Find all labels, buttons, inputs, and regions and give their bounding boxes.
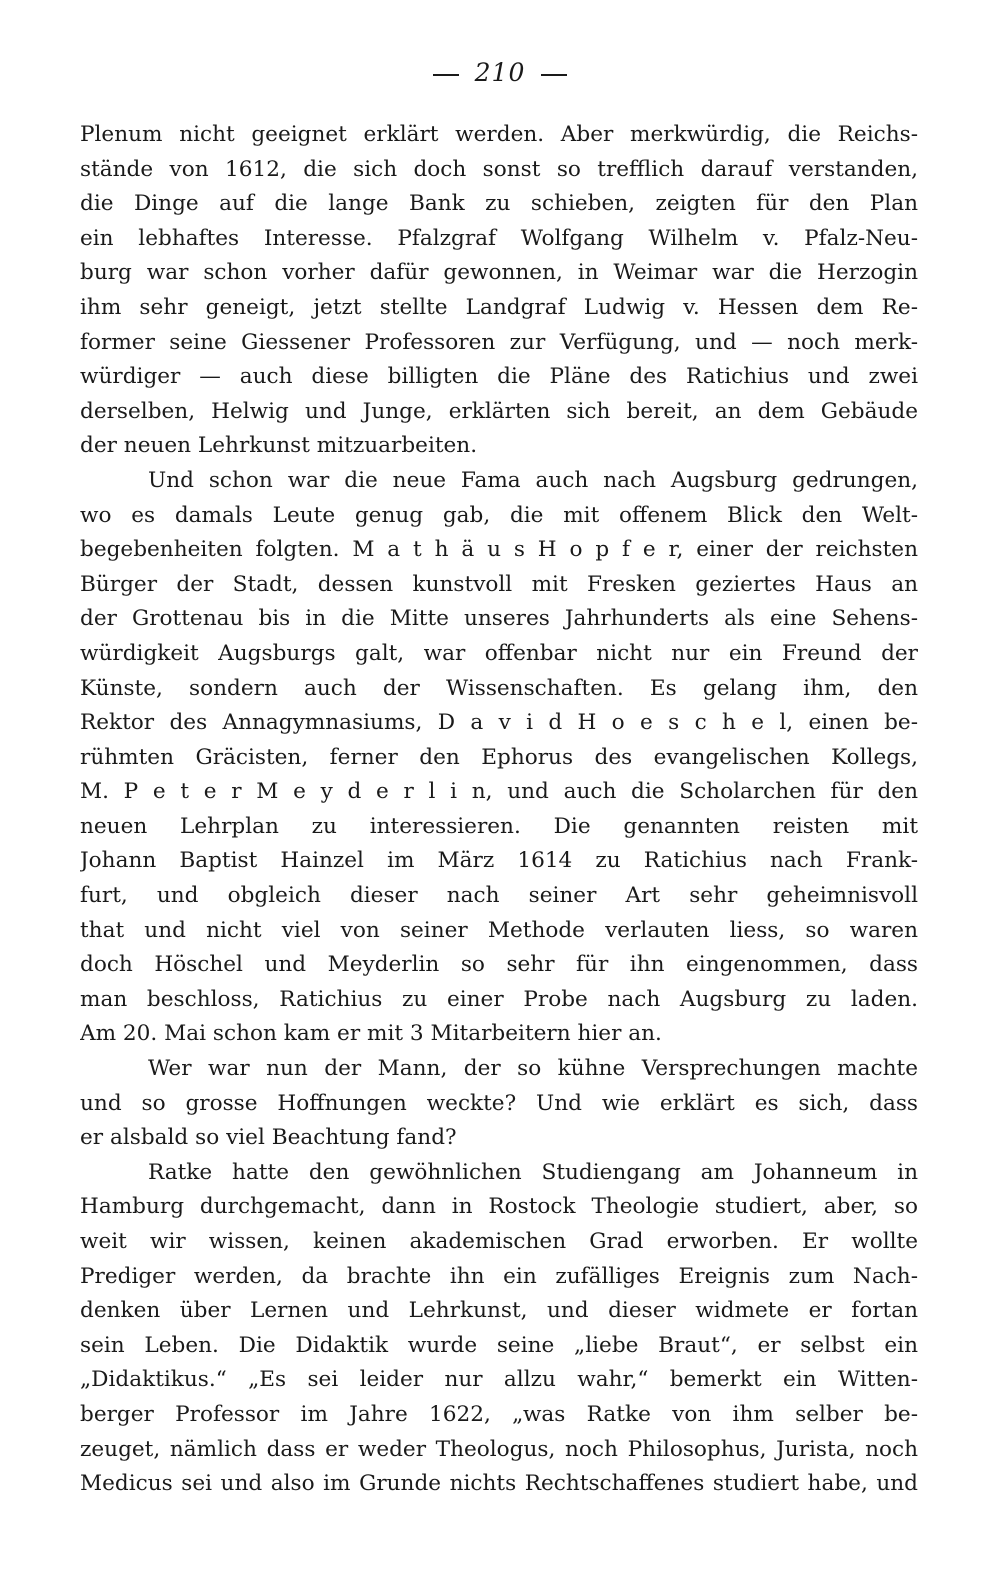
left-dash — [433, 74, 459, 76]
text-line: ein lebhaftes Interesse. Pfalzgraf Wolfgang Wilhelm v. Pfalz-Neu- — [80, 225, 918, 251]
text-line: Rektor des Annagymnasiums, D a v i d H o e s c h e l, einen be- — [80, 710, 918, 736]
text-line: weit wir wissen, keinen akademischen Grad erworben. Er wollte — [80, 1229, 918, 1254]
text-line: derselben, Helwig und Junge, erklärten sich bereit, an dem Gebäude — [80, 398, 918, 424]
text-line: die Dinge auf die lange Bank zu schieben, zeigten für den Plan — [80, 191, 918, 217]
right-dash — [541, 74, 567, 76]
text-line: er alsbald so viel Beachtung fand? — [80, 1125, 457, 1151]
text-line: Johann Baptist Hainzel im März 1614 zu Ratichius nach Frank- — [80, 848, 918, 874]
text-line: Ratke hatte den gewöhnlichen Studiengang am Johanneum in — [148, 1159, 918, 1185]
text-line: und so grosse Hoffnungen weckte? Und wie erklärt es sich, dass — [80, 1090, 918, 1116]
text-line: der neuen Lehrkunst mitzuarbeiten. — [80, 433, 478, 459]
text-line: Und schon war die neue Fama auch nach Augsburg gedrungen, — [148, 467, 918, 493]
text-line: berger Professor im Jahre 1622, „was Ratke von ihm selber be- — [80, 1401, 918, 1427]
text-line: burg war schon vorher dafür gewonnen, in Weimar war die Herzogin — [80, 260, 918, 286]
text-line: wo es damals Leute genug gab, die mit offenem Blick den Welt- — [80, 502, 918, 528]
text-line: „Didaktikus.“ „Es sei leider nur allzu wahr,“ bemerkt ein Witten- — [80, 1367, 918, 1393]
text-line: Bürger der Stadt, dessen kunstvoll mit Fresken geziertes Haus an — [80, 571, 918, 597]
text-line: M. P e t e r M e y d e r l i n, und auch die Scholarchen für den — [80, 779, 918, 805]
text-line: Medicus sei und also im Grunde nichts Rechtschaffenes studiert habe, und — [80, 1471, 918, 1497]
text-line: Am 20. Mai schon kam er mit 3 Mitarbeitern hier an. — [80, 1021, 662, 1047]
text-line: doch Höschel und Meyderlin so sehr für ihn eingenommen, dass — [80, 952, 918, 978]
text-line: Plenum nicht geeignet erklärt werden. Aber merkwürdig, die Reichs- — [80, 122, 918, 147]
text-line: würdigkeit Augsburgs galt, war offenbar nicht nur ein Freund der — [80, 640, 918, 666]
text-line: würdiger — auch diese billigten die Pläne des Ratichius und zwei — [80, 364, 918, 390]
text-line: zeuget, nämlich dass er weder Theologus, noch Philosophus, Jurista, noch — [80, 1436, 918, 1462]
body-text — [80, 118, 918, 1502]
text-line: Künste, sondern auch der Wissenschaften. Es gelang ihm, den — [80, 675, 918, 701]
page-number: 210 — [474, 58, 526, 87]
text-line: rühmten Gräcisten, ferner den Ephorus des evangelischen Kollegs, — [80, 744, 918, 770]
text-line: furt, und obgleich dieser nach seiner Art sehr geheimnisvoll — [80, 883, 918, 909]
text-line: der Grottenau bis in die Mitte unseres Jahrhunderts als eine Sehens- — [80, 606, 918, 632]
text-line: begebenheiten folgten. M a t h ä u s H o p f e r, einer der reichsten — [80, 537, 918, 563]
text-line: Hamburg durchgemacht, dann in Rostock Theologie studiert, aber, so — [80, 1194, 918, 1220]
text-line: neuen Lehrplan zu interessieren. Die genannten reisten mit — [80, 813, 918, 839]
text-line: sein Leben. Die Didaktik wurde seine „liebe Braut“, er selbst ein — [80, 1332, 918, 1358]
text-line: stände von 1612, die sich doch sonst so trefflich darauf verstanden, — [80, 156, 918, 182]
text-line: that und nicht viel von seiner Methode verlauten liess, so waren — [80, 917, 918, 943]
text-line: Wer war nun der Mann, der so kühne Versprechungen machte — [148, 1056, 918, 1082]
text-line: ihm sehr geneigt, jetzt stellte Landgraf Ludwig v. Hessen dem Re- — [80, 294, 918, 320]
text-line: Prediger werden, da brachte ihn ein zufälliges Ereignis zum Nach- — [80, 1263, 918, 1289]
text-line: man beschloss, Ratichius zu einer Probe nach Augsburg zu laden. — [80, 986, 918, 1012]
text-line: denken über Lernen und Lehrkunst, und dieser widmete er fortan — [80, 1298, 918, 1324]
text-line: former seine Giessener Professoren zur Verfügung, und — noch merk- — [80, 329, 918, 355]
page-number-header — [0, 58, 1000, 87]
